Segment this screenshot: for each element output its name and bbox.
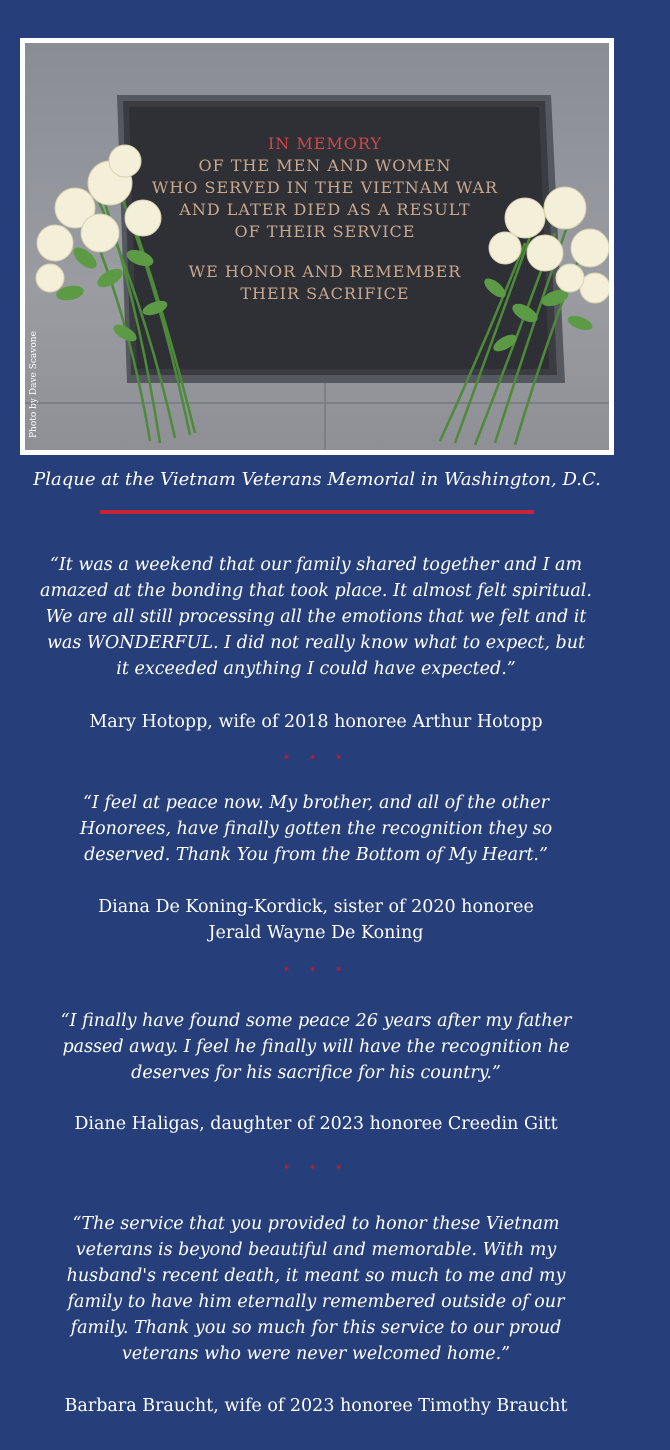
testimonial-attribution: Barbara Braucht, wife of 2023 honoree Timothy Braucht	[64, 1396, 568, 1416]
testimonial-quote: “The service that you provided to honor these Vietnam veterans is beyond beautiful and memorable. With my husband's recent death, it meant so much to me and my family to have him eternally remembered outside of our family. Thank you so much for this service to our proud veterans who were never welcomed home.”	[66, 1214, 566, 1364]
plaque-line: OF THEIR SERVICE	[234, 222, 416, 241]
testimonial-quote: “It was a weekend that our family shared together and I am amazed at the bonding that took place. It almost felt spiritual. We are all still processing all the emotions that we felt and it was WONDERFUL. I did not really know what to expect, but it exceeded anything I could have expected.”	[40, 555, 592, 679]
photo-credit: Photo by Dave Scavone	[29, 331, 39, 438]
testimonial-attribution: Mary Hotopp, wife of 2018 honoree Arthur Hotopp	[89, 712, 543, 732]
plaque-line: THEIR SACRIFICE	[240, 284, 410, 303]
red-divider	[100, 510, 534, 514]
plaque-line: WE HONOR AND REMEMBER	[188, 262, 462, 281]
plaque-line: AND LATER DIED AS A RESULT	[179, 200, 471, 219]
testimonial-attribution: Diana De Koning-Kordick, sister of 2020 honoree Jerald Wayne De Koning	[98, 897, 534, 943]
star-separator: * * *	[283, 966, 351, 977]
plaque-line: OF THE MEN AND WOMEN	[198, 156, 452, 175]
plaque-line: WHO SERVED IN THE VIETNAM WAR	[151, 178, 499, 197]
plaque-line: IN MEMORY	[267, 134, 383, 153]
testimonial-quote: “I feel at peace now. My brother, and all of the other Honorees, have finally gotten the recognition they so deserved. Thank You from the Bottom of My Heart.”	[79, 793, 553, 865]
memorial-photo	[20, 38, 614, 455]
photo-caption: Plaque at the Vietnam Veterans Memorial in Washington, D.C.	[33, 469, 601, 490]
plaque-inscription	[125, 133, 525, 305]
testimonial-quote: “I finally have found some peace 26 years after my father passed away. I feel he finally will have the recognition he deserves for his sacrifice for his country.”	[60, 1011, 572, 1083]
testimonial-attribution: Diane Haligas, daughter of 2023 honoree Creedin Gitt	[74, 1114, 558, 1134]
star-separator: * * *	[283, 754, 351, 765]
plaque-photo	[25, 43, 609, 450]
star-separator: * * *	[283, 1164, 351, 1175]
